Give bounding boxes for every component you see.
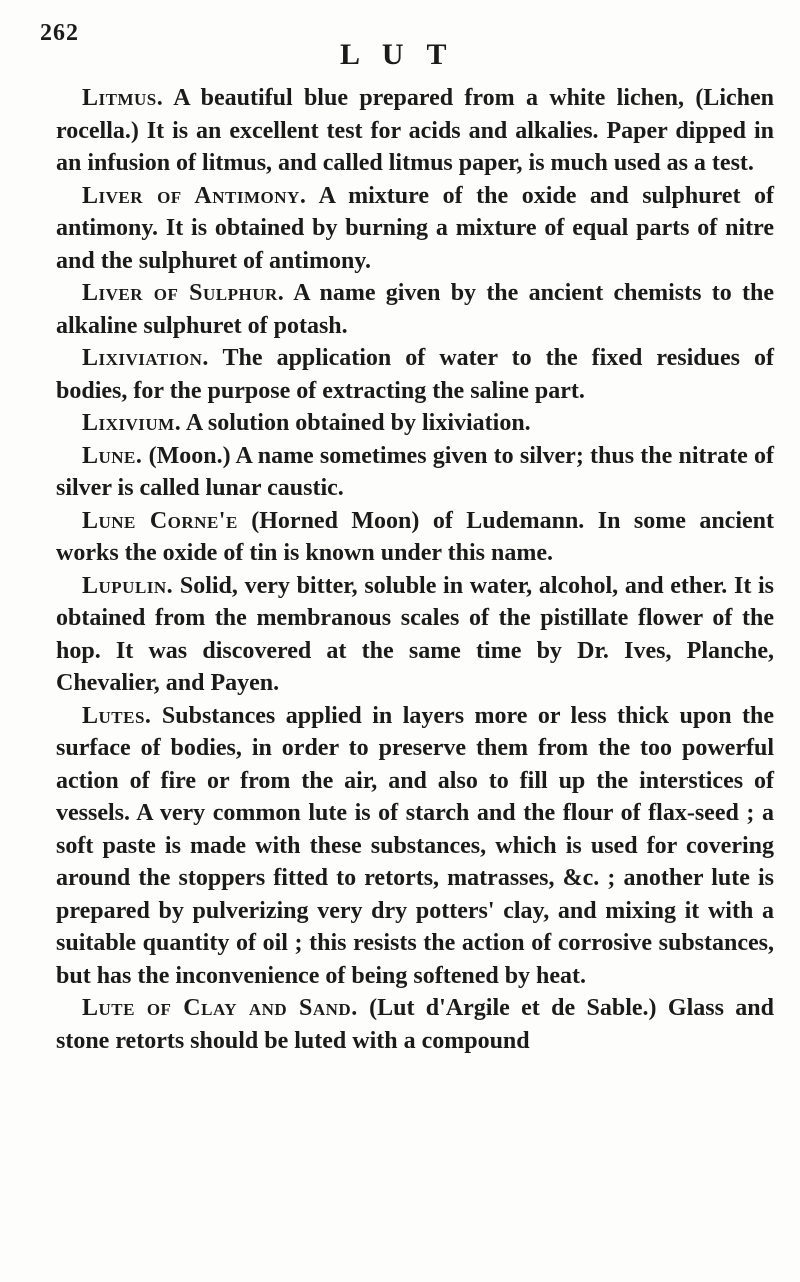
entry-lutes (56, 700, 774, 993)
entry-definition: The application of water to the fixed residues of bodies, for the purpose of extracting the saline part. (56, 345, 774, 404)
entry-headword: Lune. (82, 442, 143, 469)
entry-liver-of-antimony (56, 180, 774, 278)
entry-definition: A mixture of the oxide and sulphuret of antimony. It is obtained by burning a mixture of equal parts of nitre and the sulphuret of antimony. (56, 182, 775, 274)
entry-lixiviation (56, 342, 774, 407)
entry-lute-of-clay-and-sand (56, 992, 774, 1057)
entry-litmus (56, 82, 774, 180)
entry-definition: (Horned Moon) of Ludemann. In some ancient works the oxide of tin is known under this name. (56, 507, 774, 566)
entry-headword: Liver of Sulphur. (82, 280, 285, 306)
entry-definition: (Moon.) A name sometimes given to silver; thus the nitrate of silver is called lunar caustic. (56, 442, 774, 501)
entry-definition: Solid, very bitter, soluble in water, alcohol, and ether. It is obtained from the membranous scales of the pistillate flower of the hop. It was discovered at the same time by Dr. Ives, Planche, Chevalier, and Payen. (56, 572, 775, 696)
entry-lune (56, 440, 774, 505)
entry-definition: Substances applied in layers more or less thick upon the surface of bodies, in order to preserve them from the too powerful action of fire or from the air, and also to fill up the interstices of vessels. A very common lute is of starch and the flour of flax-seed ; a soft paste is made with these substances, which is used for covering around the stoppers fitted to retorts, matrasses, &c. ; another lute is prepared by pulverizing very dry potters' clay, and mixing it with a suitable quantity of oil ; this resists the action of corrosive substances, but has the inconvenience of being softened by heat. (56, 702, 775, 989)
entry-headword: Liver of Antimony. (82, 182, 307, 209)
entry-headword: Lixivium. (82, 410, 182, 436)
entry-lixivium (56, 407, 774, 440)
page-number: 262 (40, 20, 79, 46)
entry-lupulin (56, 570, 774, 700)
entry-lune-cornee (56, 505, 774, 570)
dictionary-entries (56, 82, 774, 1057)
entry-definition: (Lut d'Argile et de Sable.) Glass and stone retorts should be luted with a compound (56, 995, 774, 1054)
entry-headword: Lute of Clay and Sand. (82, 995, 358, 1021)
entry-definition: A beautiful blue prepared from a white lichen, (Lichen rocella.) It is an excellent test for acids and alkalies. Paper dipped in an infusion of litmus, and called litmus paper, is much used as a test. (56, 85, 774, 176)
entry-headword: Lutes. (82, 702, 152, 729)
entry-headword: Lixiviation. (82, 345, 209, 371)
entry-headword: Lupulin. (82, 572, 174, 599)
entry-definition: A name given by the ancient chemists to the alkaline sulphuret of potash. (56, 280, 774, 339)
entry-liver-of-sulphur (56, 277, 774, 342)
entry-headword: Litmus. (82, 85, 164, 111)
entry-headword: Lune Corne'e (82, 507, 238, 534)
entry-definition: A solution obtained by lixiviation. (185, 410, 531, 436)
running-head: L U T (340, 38, 455, 71)
